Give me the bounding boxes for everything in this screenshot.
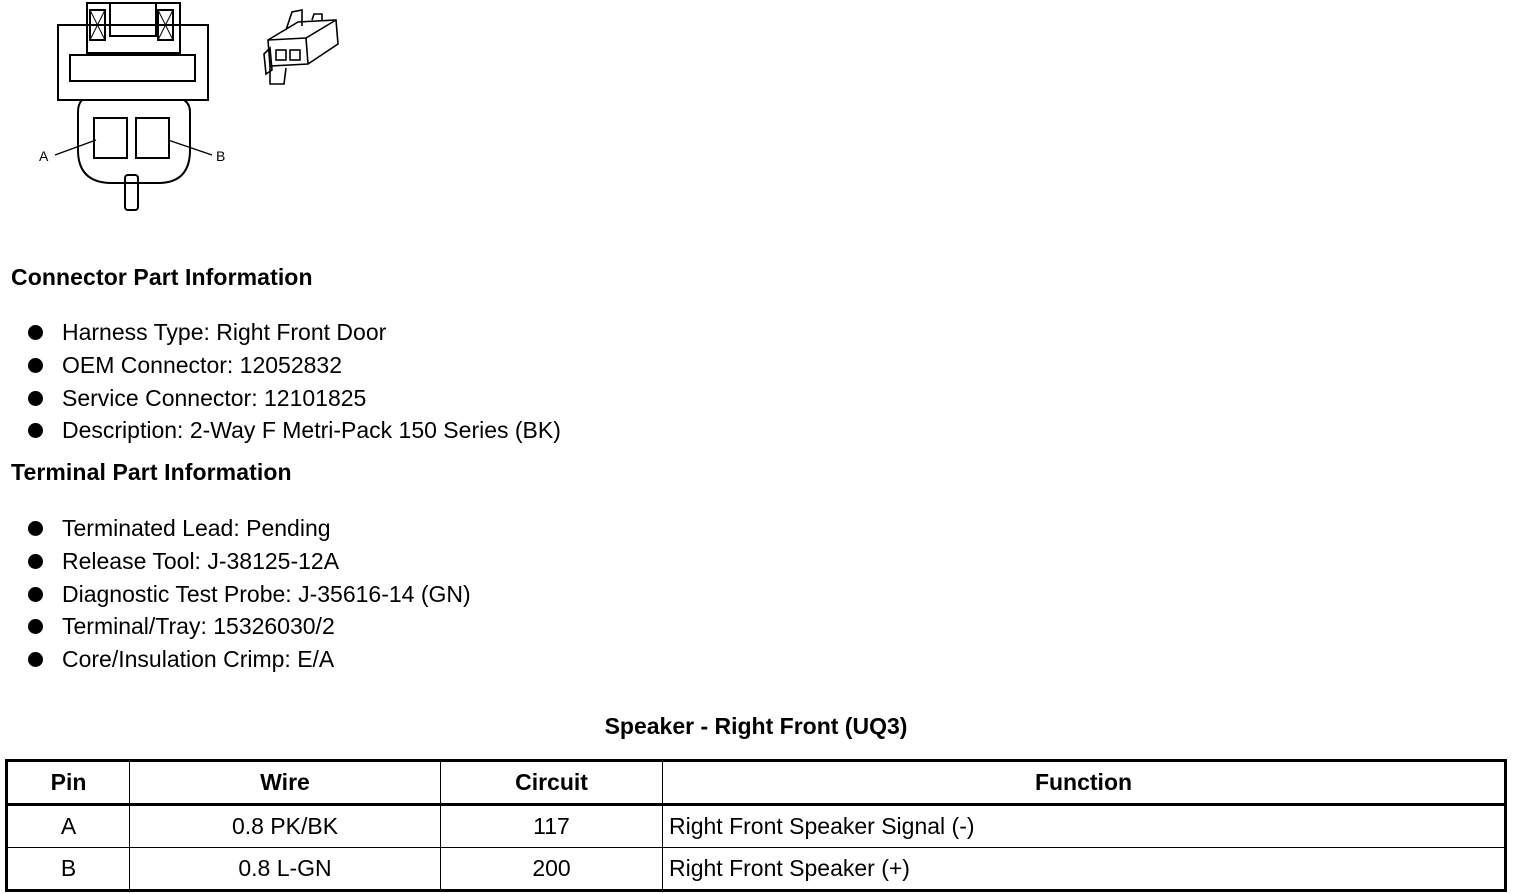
cell-pin: A (7, 805, 130, 848)
cell-circuit: 117 (441, 805, 663, 848)
pinout-table (5, 759, 1507, 892)
bullet-icon (28, 587, 43, 602)
bullet-icon (28, 554, 43, 569)
header-circuit: Circuit (441, 761, 663, 805)
table-title: Speaker - Right Front (UQ3) (604, 713, 908, 739)
list-item: Terminated Lead: Pending (28, 512, 471, 545)
cell-circuit: 200 (441, 848, 663, 891)
cell-wire: 0.8 L-GN (130, 848, 441, 891)
table-header-row (7, 761, 1506, 805)
cell-wire: 0.8 PK/BK (130, 805, 441, 848)
terminal-section-heading: Terminal Part Information (11, 459, 292, 485)
list-item: Diagnostic Test Probe: J-35616-14 (GN) (28, 578, 471, 611)
connector-info-list (28, 316, 561, 447)
header-function: Function (663, 761, 1506, 805)
bullet-icon (28, 652, 43, 667)
table-row (7, 805, 1506, 848)
list-item: Harness Type: Right Front Door (28, 316, 561, 349)
pin-b-label: B (216, 148, 226, 164)
list-item: Core/Insulation Crimp: E/A (28, 643, 471, 676)
table-row (7, 848, 1506, 891)
header-pin: Pin (7, 761, 130, 805)
bullet-icon (28, 521, 43, 536)
bullet-icon (28, 619, 43, 634)
connector-isometric-icon (258, 8, 344, 88)
bullet-icon (28, 423, 43, 438)
terminal-info-list (28, 512, 471, 676)
header-wire: Wire (130, 761, 441, 805)
bullet-icon (28, 325, 43, 340)
list-item: Release Tool: J-38125-12A (28, 545, 471, 578)
list-item: Description: 2-Way F Metri-Pack 150 Series (BK) (28, 414, 561, 447)
cell-function: Right Front Speaker (+) (663, 848, 1506, 891)
cell-function: Right Front Speaker Signal (-) (663, 805, 1506, 848)
cell-pin: B (7, 848, 130, 891)
list-item: Terminal/Tray: 15326030/2 (28, 610, 471, 643)
bullet-icon (28, 391, 43, 406)
list-item: OEM Connector: 12052832 (28, 349, 561, 382)
pin-a-label: A (39, 148, 49, 164)
connector-face-diagram (30, 0, 240, 220)
connector-section-heading: Connector Part Information (11, 264, 313, 290)
bullet-icon (28, 358, 43, 373)
list-item: Service Connector: 12101825 (28, 382, 561, 415)
